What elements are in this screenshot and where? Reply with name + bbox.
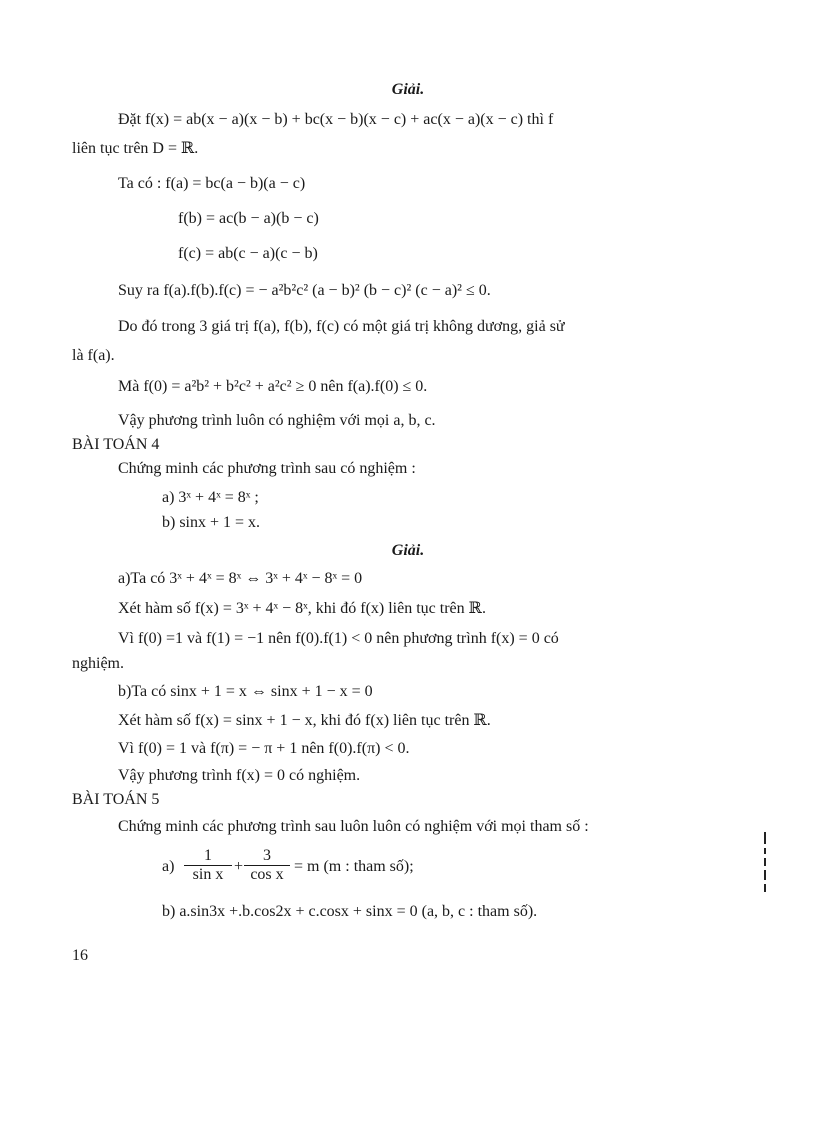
problem-item: a) 3ˣ + 4ˣ = 8ˣ ; — [162, 489, 259, 506]
fraction-denominator: sin x — [192, 866, 224, 883]
paragraph-line: Vậy phương trình f(x) = 0 có nghiệm. — [118, 767, 361, 784]
fraction-three-over-cosx — [244, 847, 290, 884]
paragraph-line: Xét hàm số f(x) = sinx + 1 − x, khi đó f(x) liên tục trên ℝ. — [118, 712, 491, 729]
equation-line: Mà f(0) = a²b² + b²c² + a²c² ≥ 0 nên f(a).f(0) ≤ 0. — [118, 378, 428, 395]
problem-item: b) sinx + 1 = x. — [162, 514, 261, 531]
paragraph-line: Vì f(0) = 1 và f(π) = − π + 1 nên f(0).f(π) < 0. — [118, 740, 410, 757]
margin-scan-marks — [762, 832, 768, 896]
paragraph-line: liên tục trên D = ℝ. — [72, 140, 199, 157]
problem-intro: Chứng minh các phương trình sau có nghiệm : — [118, 460, 416, 477]
equation-line: = m (m : tham số); — [294, 858, 414, 875]
equation-line: a)Ta có 3ˣ + 4ˣ = 8ˣ ⇔ 3ˣ + 4ˣ − 8ˣ = 0 — [118, 570, 363, 587]
problem-intro: Chứng minh các phương trình sau luôn luôn có nghiệm với mọi tham số : — [118, 818, 589, 835]
paragraph-line: Vì f(0) =1 và f(1) = −1 nên f(0).f(1) < 0 nên phương trình f(x) = 0 có — [118, 630, 559, 647]
paragraph-line: Đặt f(x) = ab(x − a)(x − b) + bc(x − b)(x − c) + ac(x − a)(x − c) thì f — [118, 111, 554, 128]
equation-line: Suy ra f(a).f(b).f(c) = − a²b²c² (a − b)² (b − c)² (c − a)² ≤ 0. — [118, 282, 491, 299]
problem-item-label: a) — [162, 858, 175, 875]
problem-heading: BÀI TOÁN 5 — [72, 791, 160, 808]
fraction-one-over-sinx — [184, 847, 232, 884]
paragraph-line: Vậy phương trình luôn có nghiệm với mọi a, b, c. — [118, 412, 436, 429]
paragraph-line: Do đó trong 3 giá trị f(a), f(b), f(c) có một giá trị không dương, giả sử — [118, 318, 565, 335]
equation-line: f(c) = ab(c − a)(c − b) — [178, 245, 318, 262]
solution-title: Giải. — [391, 542, 425, 559]
paragraph-line: là f(a). — [72, 347, 115, 364]
fraction-denominator: cos x — [250, 866, 284, 883]
fraction-numerator: 1 — [184, 847, 232, 866]
solution-title: Giải. — [391, 81, 425, 98]
fraction-numerator: 3 — [244, 847, 290, 866]
plus-sign: + — [234, 858, 244, 875]
equation-line: f(b) = ac(b − a)(b − c) — [178, 210, 319, 227]
page-number: 16 — [72, 947, 88, 964]
equation-line: b)Ta có sinx + 1 = x ⇔ sinx + 1 − x = 0 — [118, 683, 373, 700]
problem-item: b) a.sin3x +.b.cos2x + c.cosx + sinx = 0 (a, b, c : tham số). — [162, 903, 538, 920]
paragraph-line: Xét hàm số f(x) = 3ˣ + 4ˣ − 8ˣ, khi đó f(x) liên tục trên ℝ. — [118, 600, 486, 617]
problem-heading: BÀI TOÁN 4 — [72, 436, 160, 453]
paragraph-line: nghiệm. — [72, 655, 124, 672]
equation-line: Ta có : f(a) = bc(a − b)(a − c) — [118, 175, 306, 192]
